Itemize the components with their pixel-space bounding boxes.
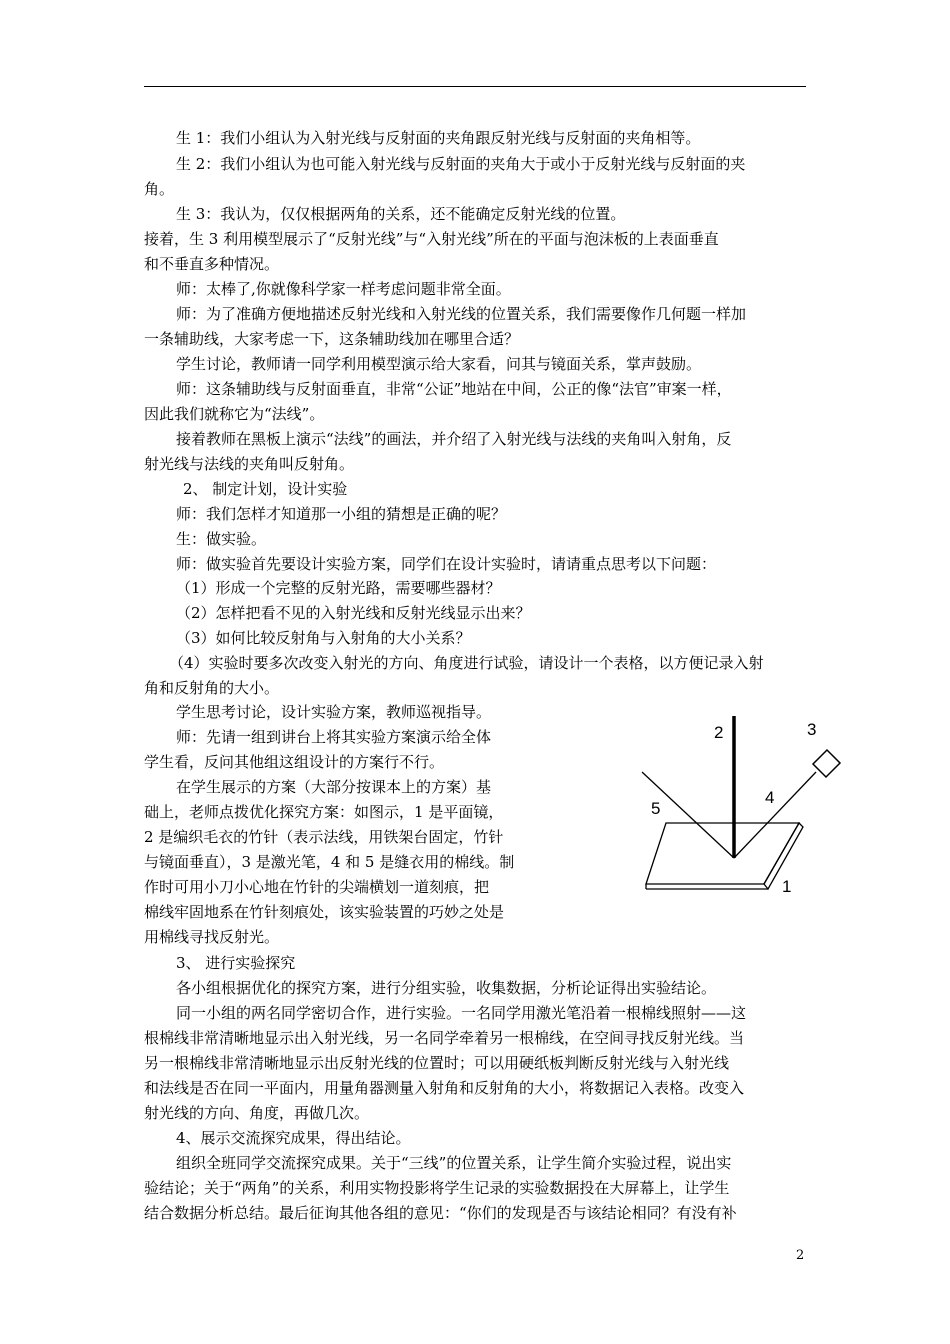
label-2: 2 [714, 723, 724, 742]
text-line: 生：做实验。 [176, 530, 267, 548]
text-line: 学生思考讨论，设计实验方案，教师巡视指导。 [176, 703, 492, 721]
text-line: 因此我们就称它为“法线”。 [144, 405, 325, 423]
text-line: 和不垂直多种情况。 [144, 255, 280, 273]
text-line: 和法线是否在同一平面内，用量角器测量入射角和反射角的大小，将数据记入表格。改变入 [144, 1079, 745, 1097]
text-line: 结合数据分析总结。最后征询其他各组的意见：“你们的发现是否与该结论相同？有没有补 [144, 1204, 737, 1222]
text-line: 与镜面垂直），3 是激光笔，4 和 5 是缝衣用的棉线。制 [144, 853, 515, 871]
text-line: 另一根棉线非常清晰地显示出反射光线的位置时；可以用硬纸板判断反射光线与入射光线 [144, 1054, 730, 1072]
text-line: 师：太棒了,你就像科学家一样考虑问题非常全面。 [176, 280, 511, 298]
page-number: 2 [796, 1248, 805, 1263]
text-line: 师：先请一组到讲台上将其实验方案演示给全体 [176, 728, 492, 746]
label-1: 1 [782, 877, 792, 896]
text-line: 3、 进行实验探究 [176, 954, 296, 972]
text-line: 一条辅助线，大家考虑一下，这条辅助线加在哪里合适？ [144, 330, 520, 348]
text-line: 组织全班同学交流探究成果。关于“三线”的位置关系，让学生简介实验过程，说出实 [176, 1154, 732, 1172]
text-line: 学生讨论，教师请一同学利用模型演示给大家看，问其与镜面关系，掌声鼓励。 [176, 355, 702, 373]
text-line: 础上，老师点拨优化探究方案：如图示，1 是平面镜， [144, 803, 504, 821]
label-5: 5 [651, 799, 661, 818]
text-line: 根棉线非常清晰地显示出入射光线，另一名同学牵着另一根棉线，在空间寻找反射光线。当 [144, 1029, 745, 1047]
text-line: 作时可用小刀小心地在竹针的尖端横划一道刻痕，把 [144, 878, 490, 896]
label-4: 4 [765, 788, 775, 807]
text-line: 用棉线寻找反射光。 [144, 928, 280, 946]
text-line: 4、展示交流探究成果，得出结论。 [176, 1129, 411, 1147]
text-line: 师：为了准确方便地描述反射光线和入射光线的位置关系，我们需要像作几何题一样加 [176, 305, 747, 323]
text-line: 射光线与法线的夹角叫反射角。 [144, 455, 355, 473]
text-line: 棉线牢固地系在竹针刻痕处，该实验装置的巧妙之处是 [144, 903, 505, 921]
text-line: 验结论；关于“两角”的关系，利用实物投影将学生记录的实验数据投在大屏幕上，让学生 [144, 1179, 730, 1197]
text-line: （4）实验时要多次改变入射光的方向、角度进行试验，请设计一个表格，以方便记录入射 [169, 654, 764, 672]
text-line: 各小组根据优化的探究方案，进行分组实验，收集数据，分析论证得出实验结论。 [176, 979, 717, 997]
text-line: 生 2：我们小组认为也可能入射光线与反射面的夹角大于或小于反射光线与反射面的夹 [176, 155, 746, 173]
text-line: 学生看，反问其他组这组设计的方案行不行。 [144, 753, 445, 771]
experiment-diagram [636, 706, 846, 901]
text-line: 角和反射角的大小。 [144, 679, 280, 697]
text-line: 2 是编织毛衣的竹针（表示法线，用铁架台固定，竹针 [144, 828, 504, 846]
text-line: 同一小组的两名同学密切合作，进行实验。一名同学用激光笔沿着一根棉线照射——这 [176, 1004, 747, 1022]
label-3: 3 [807, 720, 817, 739]
text-line: （3）如何比较反射角与入射角的大小关系？ [176, 629, 471, 647]
text-line: 接着教师在黑板上演示“法线”的画法，并介绍了入射光线与法线的夹角叫入射角，反 [176, 430, 732, 448]
header-rule [144, 86, 806, 87]
text-line: 师：这条辅助线与反射面垂直，非常“公证”地站在中间，公正的像“法官”审案一样， [176, 380, 732, 398]
incident-thread [734, 772, 816, 858]
text-line: 在学生展示的方案（大部分按课本上的方案）基 [176, 778, 492, 796]
text-line: 生 1：我们小组认为入射光线与反射面的夹角跟反射光线与反射面的夹角相等。 [176, 129, 701, 147]
text-line: 生 3：我认为，仅仅根据两角的关系，还不能确定反射光线的位置。 [176, 205, 626, 223]
text-line: （2）怎样把看不见的入射光线和反射光线显示出来？ [176, 604, 531, 622]
text-line: 射光线的方向、角度，再做几次。 [144, 1104, 370, 1122]
text-line: 师：我们怎样才知道那一小组的猜想是正确的呢？ [176, 505, 507, 523]
text-line: 接着，生 3 利用模型展示了“反射光线”与“入射光线”所在的平面与泡沫板的上表面垂直 [144, 230, 719, 248]
text-line: （1）形成一个完整的反射光路，需要哪些器材？ [176, 579, 501, 597]
text-line: 师：做实验首先要设计实验方案，同学们在设计实验时，请请重点思考以下问题： [176, 555, 717, 573]
laser-pen [813, 750, 840, 777]
text-line: 2、 制定计划，设计实验 [183, 480, 348, 498]
text-line: 角。 [144, 180, 175, 198]
